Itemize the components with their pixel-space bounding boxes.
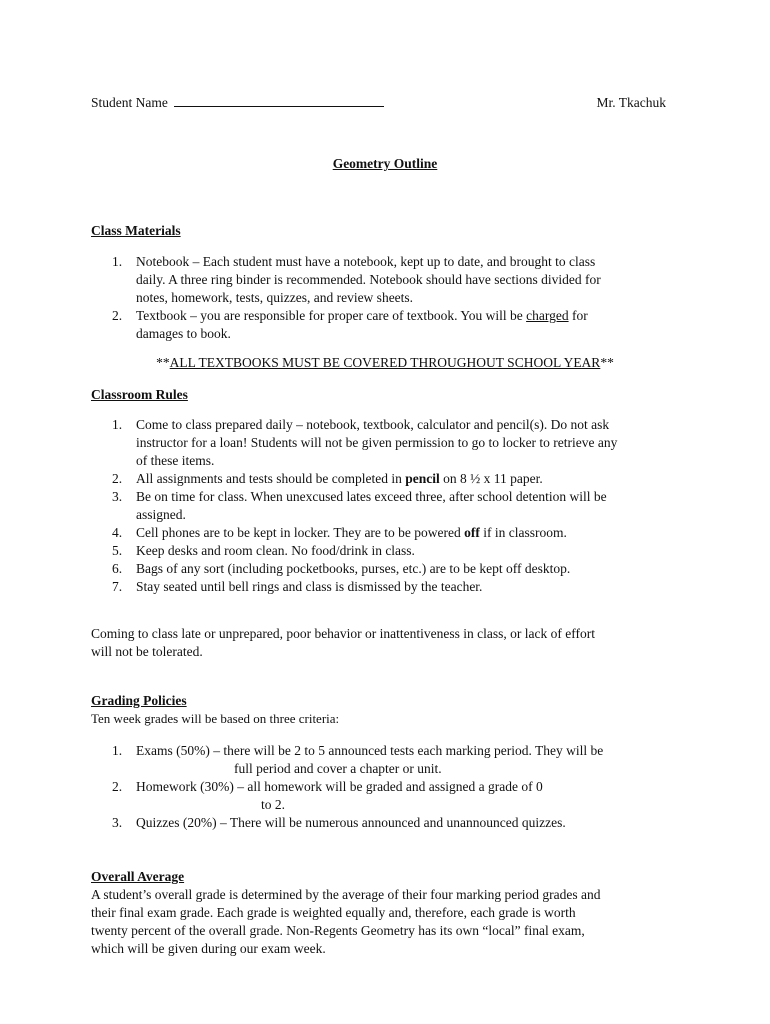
list-item: 2. All assignments and tests should be completed in pencil on 8 ½ x 11 paper. [112, 471, 543, 486]
page-title: Geometry Outline [332, 156, 438, 171]
teacher-name: Mr. Tkachuk [596, 95, 666, 110]
list-item: 2. Homework (30%) – all homework will be graded and assigned a grade of 0 [112, 779, 543, 794]
list-item: 3. Be on time for class. When unexcused lates exceed three, after school detention will be assigned. [112, 489, 607, 522]
list-item: 6. Bags of any sort (including pocketbooks, purses, etc.) are to be kept off desktop. [112, 561, 571, 576]
class-materials-heading: Class Materials [91, 223, 181, 238]
grading-list: 1. Exams (50%) – there will be 2 to 5 announced tests each marking period. They will be full period and cover a chapter or unit. 2. Homework (30%) – all homework will be graded and assigned a grade of 0 to 2. 3. Quizzes (20%) – There will be numerous announced and unannounced quizzes. [91, 742, 671, 832]
classroom-rules-list [91, 416, 681, 596]
list-item: 2. Textbook – you are responsible for proper care of textbook. You will be charged for damages to book. [112, 308, 588, 341]
student-name-row [91, 94, 384, 112]
conduct-note: Coming to class late or unprepared, poor behavior or inattentiveness in class, or lack of effort will not be tolerated. [91, 626, 595, 659]
overall-average-heading: Overall Average [91, 869, 185, 884]
list-item: 1. Notebook – Each student must have a notebook, kept up to date, and brought to class daily. A three ring binder is recommended. Notebook should have sections divided for notes, homework, tests, quizzes, and review sheets. [112, 254, 601, 305]
textbook-notice: **ALL TEXTBOOKS MUST BE COVERED THROUGHOUT SCHOOL YEAR** [156, 355, 614, 370]
list-item: 1. Come to class prepared daily – notebook, textbook, calculator and pencil(s). Do not ask instructor for a loan! Students will not be given permission to go to locker to retrieve any of these items. [112, 417, 618, 468]
charged-emphasis: charged [526, 308, 569, 323]
list-item: 7. Stay seated until bell rings and class is dismissed by the teacher. [112, 579, 483, 594]
student-name-label: Student Name [91, 95, 168, 110]
list-item: 3. Quizzes (20%) – There will be numerous announced and unannounced quizzes. [112, 815, 566, 830]
overall-average-text: A student’s overall grade is determined by the average of their four marking period grades and their final exam grade. Each grade is weighted equally and, therefore, each grade is worth twenty percent of the overall grade. Non-Regents Geometry has its own “local” final exam, which will be given during our exam week. [91, 887, 601, 956]
student-name-blank-line [174, 94, 384, 107]
grading-policies-heading: Grading Policies [91, 693, 187, 708]
class-materials-list [91, 253, 681, 343]
list-item: 1. Exams (50%) – there will be 2 to 5 announced tests each marking period. They will be [112, 743, 604, 758]
grading-intro: Ten week grades will be based on three criteria: [91, 711, 340, 726]
classroom-rules-heading: Classroom Rules [91, 387, 188, 402]
list-item: 4. Cell phones are to be kept in locker. They are to be powered off if in classroom. [112, 525, 567, 540]
list-item: 5. Keep desks and room clean. No food/drink in class. [112, 543, 415, 558]
